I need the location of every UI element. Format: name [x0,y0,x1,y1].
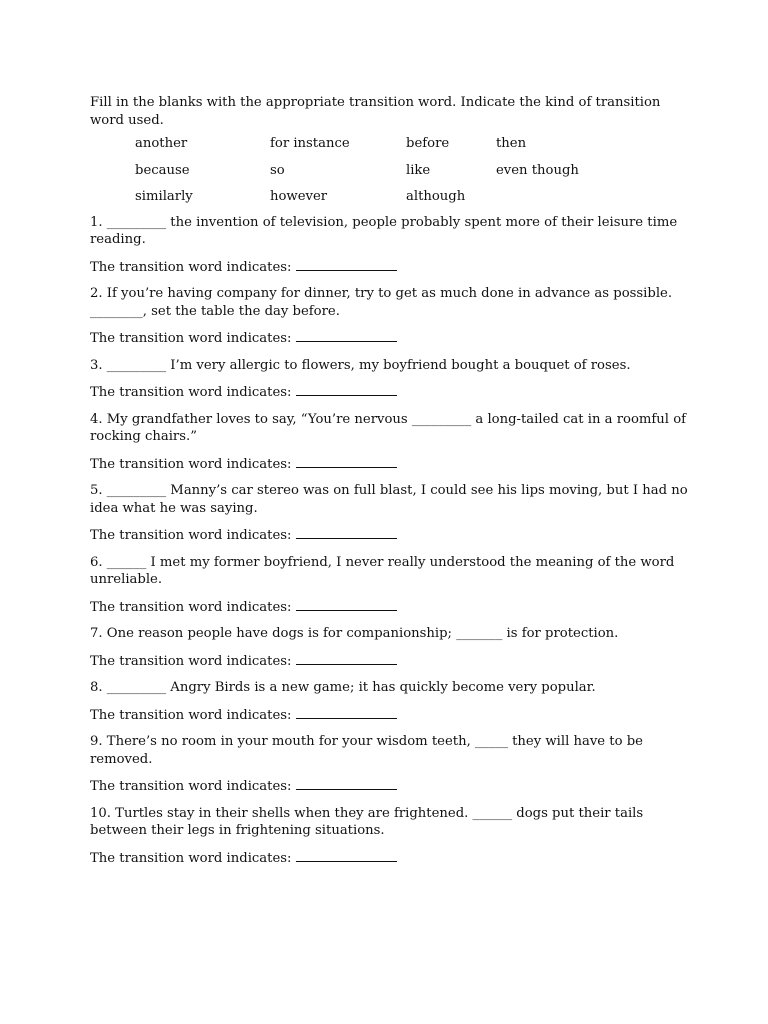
answer-line-2 [90,329,690,348]
answer-blank[interactable] [296,258,397,271]
answer-blank[interactable] [296,652,397,665]
word-bank-item: because [135,162,190,178]
answer-label: The transition word indicates: [90,779,292,794]
question-9: 9. There’s no room in your mouth for your wisdom teeth, _____ they will have to be removed. [90,734,643,767]
word-bank-item: even though [496,162,579,178]
answer-label: The transition word indicates: [90,850,292,866]
answer-line-1 [90,258,690,277]
word-bank-item: however [270,189,328,204]
answer-blank[interactable] [296,526,397,539]
answer-label: The transition word indicates: [90,653,292,669]
word-bank [135,135,690,206]
answer-blank[interactable] [296,329,397,342]
answer-label: The transition word indicates: [90,385,292,400]
answer-label: The transition word indicates: [90,528,292,543]
question-3: 3. _________ I’m very allergic to flowers, my boyfriend bought a bouquet of roses. [90,357,631,373]
instructions: Fill in the blanks with the appropriate transition word. Indicate the kind of transition word used. [90,95,661,128]
question-10: 10. Turtles stay in their shells when they are frightened. ______ dogs put their tails between their legs in frightening situations. [90,805,644,838]
answer-label: The transition word indicates: [90,707,292,723]
answer-blank[interactable] [296,849,397,862]
answer-line-5 [90,526,690,545]
worksheet [90,94,690,876]
answer-label: The transition word indicates: [90,331,292,346]
answer-blank[interactable] [296,455,397,468]
answer-label: The transition word indicates: [90,259,292,275]
word-bank-item: another [135,136,188,151]
question-6: 6. ______ I met my former boyfriend, I never really understood the meaning of the word unreliable. [90,554,675,587]
answer-line-6 [90,598,690,617]
question-4: 4. My grandfather loves to say, “You’re nervous _________ a long-tailed cat in a roomful of rocking chairs.” [90,411,687,444]
word-bank-item: for instance [270,136,350,151]
answer-line-8 [90,706,690,725]
answer-line-4 [90,455,690,474]
question-8: 8. _________ Angry Birds is a new game; it has quickly become very popular. [90,680,596,695]
question-7: 7. One reason people have dogs is for companionship; _______ is for protection. [90,626,619,641]
word-bank-item: then [496,136,527,151]
answer-line-9 [90,777,690,796]
word-bank-item: before [406,136,450,151]
answer-blank[interactable] [296,706,397,719]
answer-blank[interactable] [296,777,397,790]
answer-blank[interactable] [296,598,397,611]
word-bank-item: similarly [135,189,193,204]
word-bank-item: like [406,162,431,178]
word-bank-item: so [270,162,285,178]
question-1: 1. _________ the invention of television, people probably spent more of their leisure time reading. [90,214,678,247]
question-5: 5. _________ Manny’s car stereo was on full blast, I could see his lips moving, but I had no idea what he was saying. [90,483,688,516]
answer-line-10 [90,849,690,868]
answer-blank[interactable] [296,383,397,396]
answer-line-7 [90,652,690,671]
answer-label: The transition word indicates: [90,456,292,472]
answer-label: The transition word indicates: [90,599,292,615]
word-bank-item: although [406,189,466,204]
answer-line-3 [90,383,690,402]
question-2: 2. If you’re having company for dinner, try to get as much done in advance as possible. ________, set the table the day before. [90,286,673,319]
